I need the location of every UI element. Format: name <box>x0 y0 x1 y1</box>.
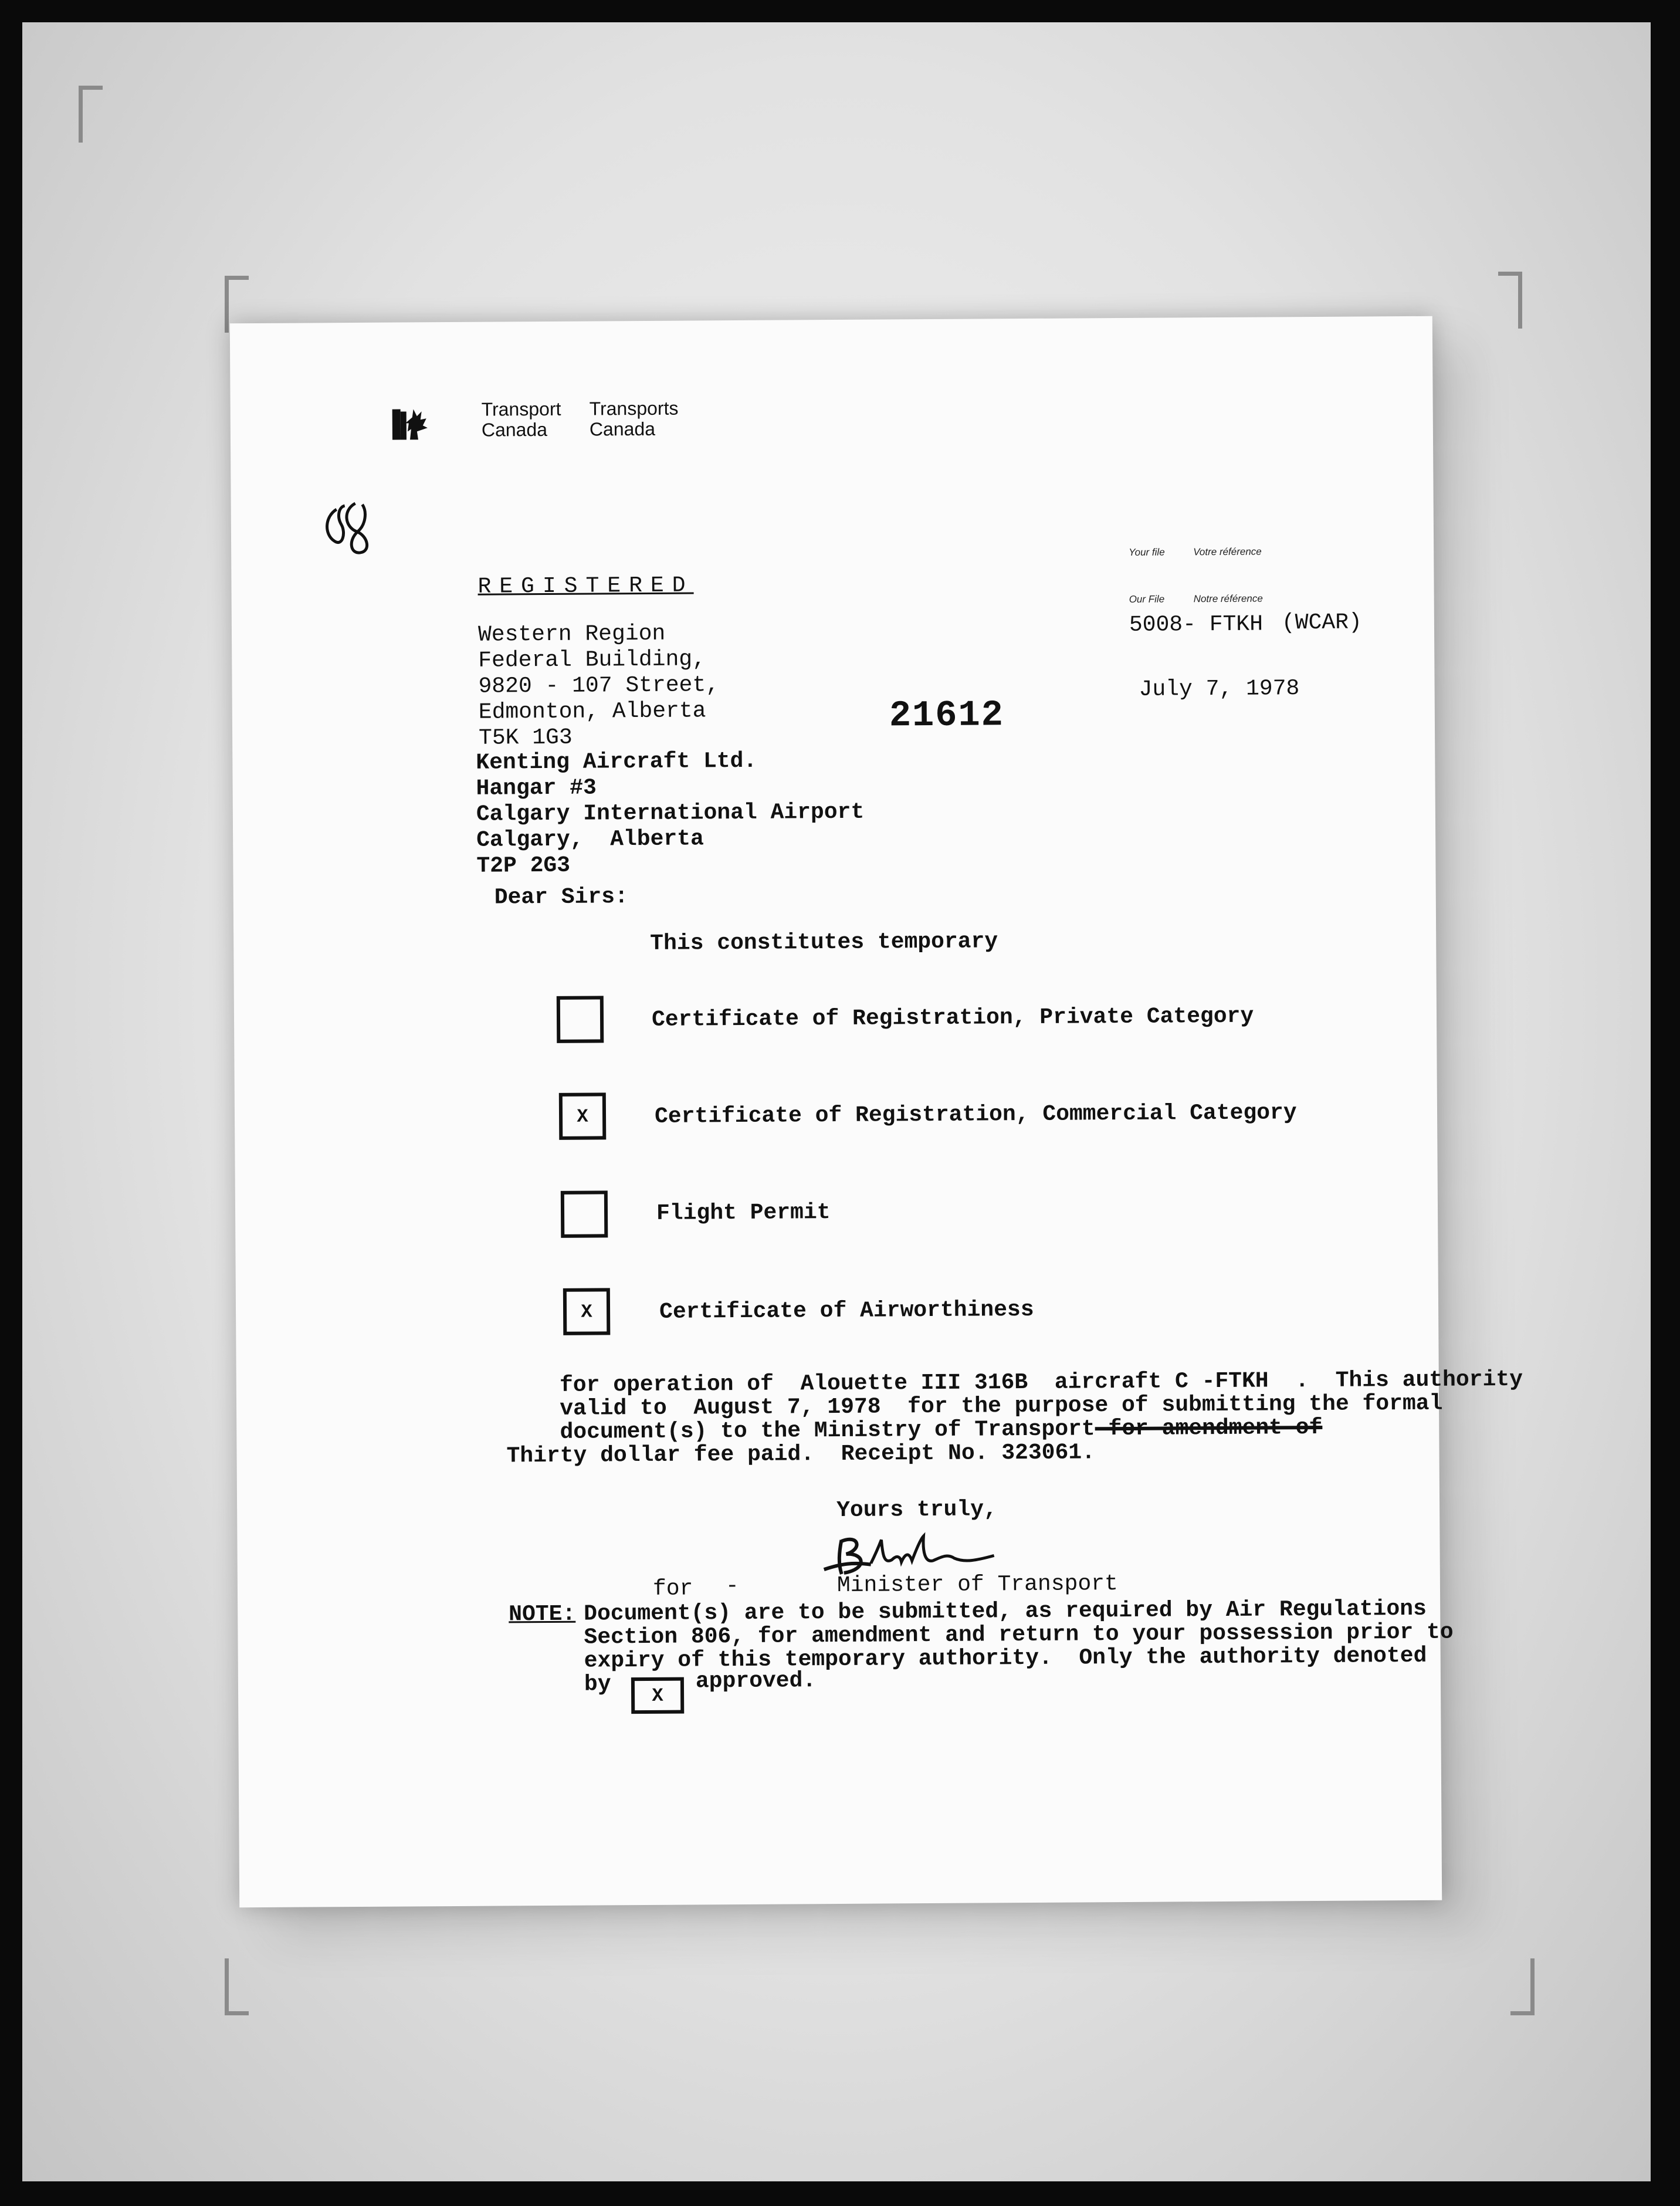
salutation: Dear Sirs: <box>494 884 628 911</box>
note-label: NOTE: <box>509 1601 576 1628</box>
struck-text: -for amendment of <box>1095 1415 1323 1442</box>
option-label-private: Certificate of Registration, Private Category <box>651 1003 1254 1033</box>
aircraft-registration: -FTKH <box>1201 1368 1269 1395</box>
address-line: Calgary, Alberta <box>476 826 704 853</box>
intro-text: This constitutes temporary <box>650 929 998 956</box>
address-line: Edmonton, Alberta <box>478 698 706 725</box>
address-line: Federal Building, <box>478 647 706 674</box>
purpose-text: for the purpose of submitting the formal <box>907 1390 1443 1420</box>
stamp-number: 21612 <box>889 694 1005 737</box>
for-label: for <box>652 1576 693 1602</box>
letterhead-english <box>482 399 561 441</box>
letterhead-en-line1: Transport <box>481 398 561 420</box>
our-file-label: Our File <box>1129 593 1165 605</box>
option-checkbox-private[interactable] <box>557 996 604 1043</box>
aircraft-type: Alouette III 316B <box>800 1370 1028 1397</box>
region-code: (WCAR) <box>1281 610 1362 636</box>
address-line: T2P 2G3 <box>476 852 571 879</box>
closing: Yours truly, <box>836 1497 997 1524</box>
note-by-label: by <box>584 1672 611 1697</box>
letter-page <box>230 316 1523 1907</box>
option-checkbox-airworthiness[interactable]: X <box>563 1288 610 1335</box>
address-line: Kenting Aircraft Ltd. <box>476 748 757 776</box>
option-checkbox-commercial[interactable]: X <box>559 1092 606 1139</box>
ministry-text: document(s) to the Ministry of Transport <box>560 1416 1095 1445</box>
option-label-flight-permit: Flight Permit <box>656 1200 831 1226</box>
note-line-3: expiry of this temporary authority. Only the authority denoted <box>584 1643 1427 1674</box>
option-label-airworthiness: Certificate of Airworthiness <box>659 1297 1034 1325</box>
option-checkbox-flight-permit[interactable] <box>561 1190 608 1237</box>
note-line-2: Section 806, for amendment and return to your possession prior to <box>584 1619 1454 1650</box>
aircraft-label: aircraft C <box>1054 1369 1188 1395</box>
address-line: 9820 - 107 Street, <box>478 672 720 699</box>
letter-date: July 7, 1978 <box>1139 676 1300 702</box>
letterhead-french <box>590 398 679 440</box>
crop-mark <box>1510 1958 1535 2015</box>
crop-mark <box>225 1958 249 2015</box>
file-number: 5008- FTKH <box>1129 611 1264 638</box>
crop-mark <box>1498 272 1522 329</box>
notre-reference-label: Notre référence <box>1193 593 1263 605</box>
address-line: Western Region <box>477 621 666 648</box>
valid-to-label: valid to <box>560 1395 667 1422</box>
recipient-address <box>476 748 865 879</box>
address-line: Calgary International Airport <box>476 799 865 827</box>
address-line: Hangar #3 <box>476 775 597 801</box>
body-prefix: for operation of <box>559 1371 774 1398</box>
note-checkbox: X <box>631 1677 684 1714</box>
registered-label: REGISTERED <box>477 573 694 600</box>
signatory-title: Minister of Transport <box>836 1571 1118 1599</box>
fee-line: Thirty dollar fee paid. Receipt No. 323061. <box>506 1440 1096 1469</box>
letterhead-fr-line1: Transports <box>589 397 679 419</box>
transport-canada-logo-icon <box>389 405 453 441</box>
address-line: T5K 1G3 <box>478 725 573 751</box>
sender-address <box>478 621 720 752</box>
note-approved: approved. <box>695 1668 817 1694</box>
crop-mark <box>79 86 103 143</box>
your-file-label: Your file <box>1129 546 1165 558</box>
valid-until-date: August 7, 1978 <box>693 1394 881 1421</box>
votre-reference-label: Votre référence <box>1193 546 1262 558</box>
letterhead-fr-line2: Canada <box>589 418 656 440</box>
letterhead-en-line2: Canada <box>481 418 548 441</box>
note-line-1: Document(s) are to be submitted, as required by Air Regulations <box>584 1596 1427 1627</box>
for-dash: - <box>725 1574 739 1599</box>
option-label-commercial: Certificate of Registration, Commercial Category <box>654 1100 1297 1129</box>
authority-text: . This authority <box>1295 1366 1523 1394</box>
handwritten-mark <box>319 499 384 561</box>
